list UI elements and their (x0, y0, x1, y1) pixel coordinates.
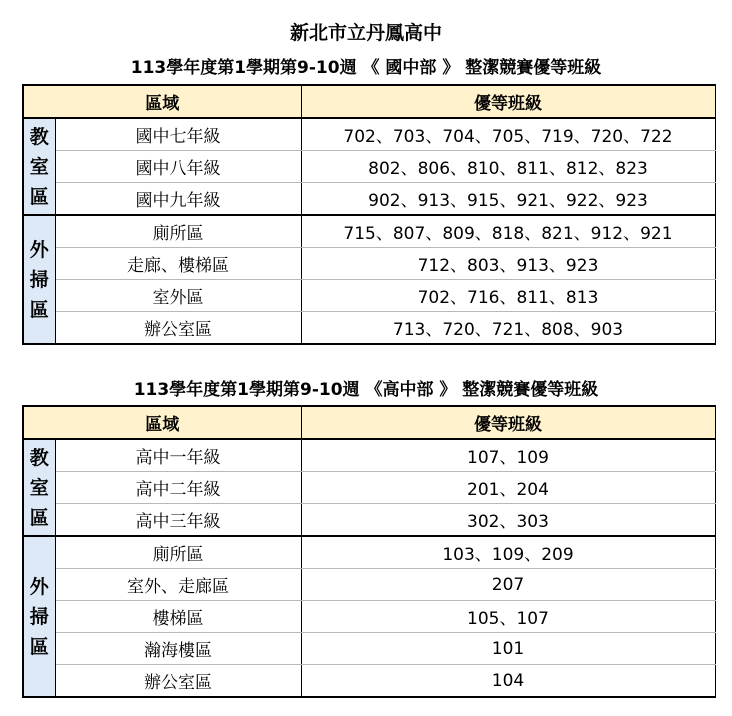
table-row (23, 118, 715, 151)
table-header-row (23, 406, 715, 439)
header-classes: 優等班級 (301, 85, 715, 118)
award-classes: 302、303 (301, 504, 715, 537)
award-classes: 802、806、810、811、812、823 (301, 151, 715, 183)
award-classes: 902、913、915、921、922、923 (301, 183, 715, 216)
area-name: 辦公室區 (55, 312, 301, 345)
header-area: 區域 (23, 85, 301, 118)
table-row (23, 536, 715, 569)
area-name: 走廊、樓梯區 (55, 248, 301, 280)
area-name: 廁所區 (55, 536, 301, 569)
area-name: 辦公室區 (55, 665, 301, 698)
junior-award-table (22, 84, 716, 345)
award-classes: 201、204 (301, 472, 715, 504)
table-row (23, 280, 715, 312)
award-classes: 107、109 (301, 439, 715, 472)
area-name: 高中三年級 (55, 504, 301, 537)
table-row (23, 569, 715, 601)
group-label-outdoor: 外 掃 區 (23, 215, 55, 344)
area-name: 國中九年級 (55, 183, 301, 216)
award-classes: 702、716、811、813 (301, 280, 715, 312)
table-header-row (23, 85, 715, 118)
table-row (23, 601, 715, 633)
table-row (23, 439, 715, 472)
award-classes: 715、807、809、818、821、912、921 (301, 215, 715, 248)
table-row (23, 151, 715, 183)
group-label-outdoor: 外 掃 區 (23, 536, 55, 697)
area-name: 高中二年級 (55, 472, 301, 504)
award-classes: 103、109、209 (301, 536, 715, 569)
area-name: 室外區 (55, 280, 301, 312)
award-classes: 712、803、913、923 (301, 248, 715, 280)
area-name: 廁所區 (55, 215, 301, 248)
area-name: 樓梯區 (55, 601, 301, 633)
group-label-classroom: 教 室 區 (23, 118, 55, 215)
senior-section-title: 113學年度第1學期第9-10週 《高中部 》 整潔競賽優等班級 (133, 380, 599, 400)
header-classes: 優等班級 (301, 406, 715, 439)
table-row (23, 312, 715, 345)
table-row (23, 472, 715, 504)
table-row (23, 215, 715, 248)
junior-section-title: 113學年度第1學期第9-10週 《 國中部 》 整潔競賽優等班級 (130, 58, 602, 78)
area-name: 國中八年級 (55, 151, 301, 183)
area-name: 瀚海樓區 (55, 633, 301, 665)
award-classes: 104 (301, 665, 715, 698)
area-name: 高中一年級 (55, 439, 301, 472)
award-classes: 207 (301, 569, 715, 601)
table-row (23, 665, 715, 698)
senior-award-table (22, 405, 716, 698)
table-row (23, 504, 715, 537)
award-classes: 105、107 (301, 601, 715, 633)
table-row (23, 183, 715, 216)
header-area: 區域 (23, 406, 301, 439)
award-classes: 713、720、721、808、903 (301, 312, 715, 345)
award-classes: 702、703、704、705、719、720、722 (301, 118, 715, 151)
school-title: 新北市立丹鳳高中 (289, 22, 442, 44)
group-label-classroom: 教 室 區 (23, 439, 55, 536)
area-name: 室外、走廊區 (55, 569, 301, 601)
area-name: 國中七年級 (55, 118, 301, 151)
table-row (23, 248, 715, 280)
award-classes: 101 (301, 633, 715, 665)
table-row (23, 633, 715, 665)
